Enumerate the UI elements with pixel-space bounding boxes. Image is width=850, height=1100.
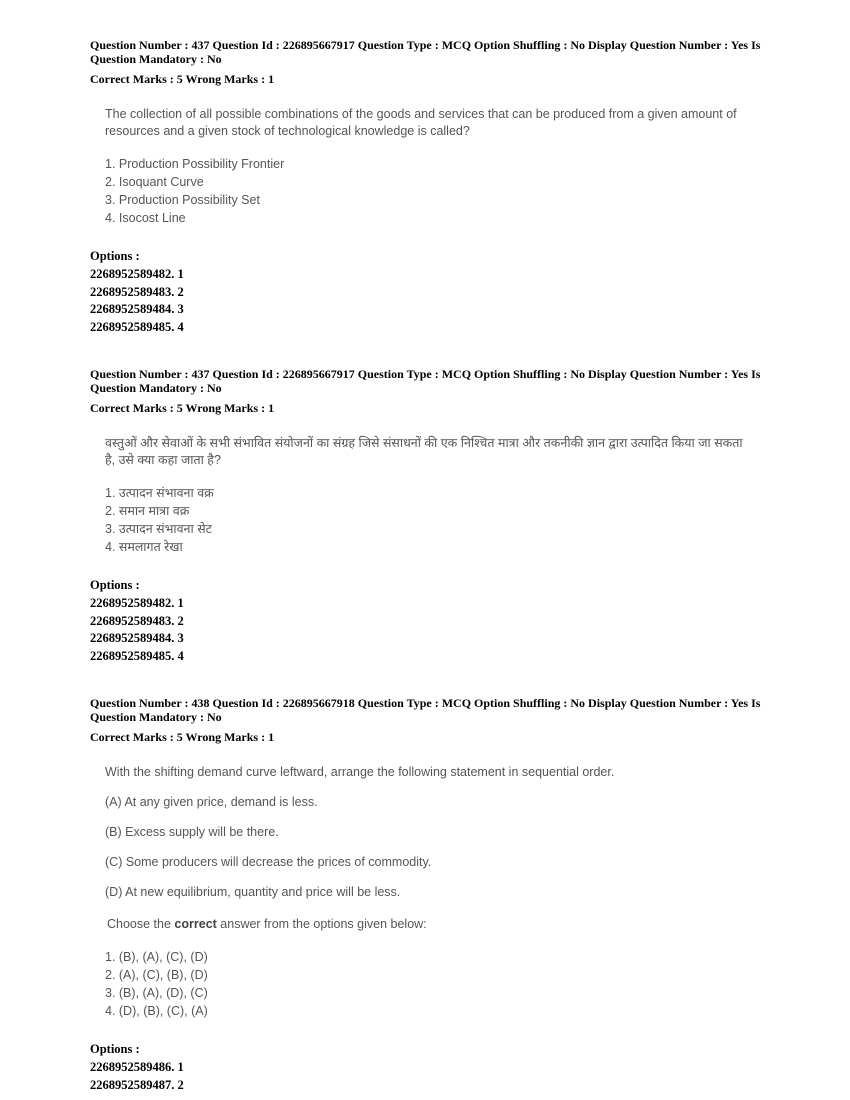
marks-line: Correct Marks : 5 Wrong Marks : 1 (90, 401, 275, 415)
option-id-list (90, 595, 762, 665)
question-meta-line-2: Question Mandatory : No (90, 381, 222, 395)
choice-item: 1. उत्पादन संभावना वक्र (105, 486, 214, 500)
statement-item: (D) At new equilibrium, quantity and price will be less. (105, 885, 401, 899)
choice-item: 2. Isoquant Curve (105, 175, 204, 189)
question-meta-line-2: Question Mandatory : No (90, 52, 222, 66)
question-meta (90, 38, 762, 86)
question-block-437-en (90, 38, 762, 336)
question-meta-line-2: Question Mandatory : No (90, 710, 222, 724)
option-id-list (90, 266, 762, 336)
option-id-row: 2268952589483. 2 (90, 284, 184, 299)
option-id-row: 2268952589486. 1 (90, 1060, 184, 1074)
statement-item: (A) At any given price, demand is less. (105, 795, 318, 809)
choice-list (105, 155, 762, 227)
option-id-row: 2268952589484. 3 (90, 631, 184, 645)
choice-item: 1. (B), (A), (C), (D) (105, 950, 208, 964)
choice-list (105, 484, 762, 556)
option-id-row: 2268952589485. 4 (90, 648, 184, 663)
options-heading: Options : (90, 249, 140, 263)
choice-item: 3. Production Possibility Set (105, 193, 260, 207)
question-text: With the shifting demand curve leftward, arrange the following statement in sequential order. (105, 765, 615, 779)
choice-item: 4. (D), (B), (C), (A) (105, 1004, 208, 1018)
option-id-row: 2268952589487. 2 (90, 1077, 184, 1092)
choice-item: 3. (B), (A), (D), (C) (105, 986, 208, 1000)
question-meta-line-1: Question Number : 437 Question Id : 226895667917 Question Type : MCQ Option Shuffling : No Display Question Number : Yes Is (90, 367, 761, 381)
option-id-row: 2268952589484. 3 (90, 302, 184, 316)
choice-item: 1. Production Possibility Frontier (105, 157, 285, 171)
choice-item: 4. समलागत रेखा (105, 540, 183, 554)
choice-list (105, 948, 762, 1020)
question-meta-line-1: Question Number : 438 Question Id : 226895667918 Question Type : MCQ Option Shuffling : No Display Question Number : Yes Is (90, 696, 761, 710)
option-id-row: 2268952589483. 2 (90, 613, 184, 628)
question-meta-line-1: Question Number : 437 Question Id : 226895667917 Question Type : MCQ Option Shuffling : No Display Question Number : Yes Is (90, 38, 761, 52)
choose-instruction (107, 916, 762, 933)
option-id-row: 2268952589482. 1 (90, 267, 184, 281)
question-block-438 (90, 696, 762, 1094)
question-meta (90, 696, 762, 744)
question-text: The collection of all possible combinations of the goods and services that can be produced from a given amount of resources and a given stock of technological knowledge is called? (105, 107, 737, 138)
statement-item: (C) Some producers will decrease the prices of commodity. (105, 855, 432, 869)
option-id-row: 2268952589485. 4 (90, 319, 184, 334)
choose-prefix: Choose the (107, 917, 175, 931)
choice-item: 2. (A), (C), (B), (D) (105, 968, 208, 982)
statement-list (105, 794, 762, 901)
question-text: वस्तुओं और सेवाओं के सभी संभावित संयोजनों का संग्रह जिसे संसाधनों की एक निश्चित मात्रा और तकनीकी ज्ञान द्वारा उत्पादित किया जा सकता है, उसे क्या कहा जाता है? (105, 436, 743, 467)
options-heading: Options : (90, 578, 140, 592)
marks-line: Correct Marks : 5 Wrong Marks : 1 (90, 730, 275, 744)
choose-suffix: answer from the options given below: (216, 917, 427, 931)
option-id-list (90, 1059, 762, 1094)
choice-item: 3. उत्पादन संभावना सेट (105, 522, 212, 536)
options-heading: Options : (90, 1042, 140, 1056)
choice-item: 4. Isocost Line (105, 211, 186, 225)
choice-item: 2. समान मात्रा वक्र (105, 504, 190, 518)
option-id-row: 2268952589482. 1 (90, 596, 184, 610)
statement-item: (B) Excess supply will be there. (105, 825, 279, 839)
question-meta (90, 367, 762, 415)
marks-line: Correct Marks : 5 Wrong Marks : 1 (90, 72, 275, 86)
choose-bold-word: correct (174, 917, 217, 931)
question-block-437-hi (90, 367, 762, 665)
